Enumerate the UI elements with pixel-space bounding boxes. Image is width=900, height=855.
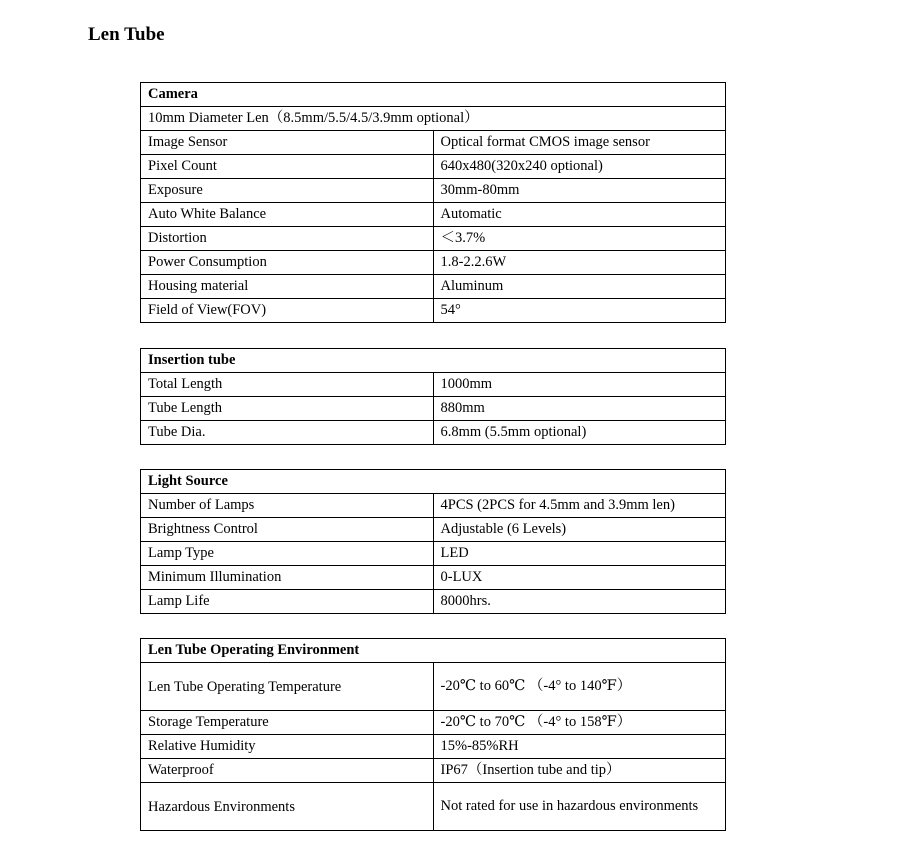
spec-value: -20℃ to 60℃ （-4° to 140℉） <box>433 663 726 711</box>
environment-spec-table <box>140 638 726 831</box>
environment-heading: Len Tube Operating Environment <box>141 639 726 663</box>
spec-value: 640x480(320x240 optional) <box>433 155 726 179</box>
spec-value: Adjustable (6 Levels) <box>433 518 726 542</box>
spec-label: Storage Temperature <box>141 711 434 735</box>
spec-label: Minimum Illumination <box>141 566 434 590</box>
spec-label: Power Consumption <box>141 251 434 275</box>
spec-value: LED <box>433 542 726 566</box>
spec-value: 54° <box>433 299 726 323</box>
spec-label: Hazardous Environments <box>141 783 434 831</box>
spec-label: Exposure <box>141 179 434 203</box>
spec-value: Optical format CMOS image sensor <box>433 131 726 155</box>
spec-label: Pixel Count <box>141 155 434 179</box>
spec-label: Brightness Control <box>141 518 434 542</box>
camera-lens-note: 10mm Diameter Len（8.5mm/5.5/4.5/3.9mm optional） <box>141 107 726 131</box>
table-row <box>141 663 726 711</box>
spec-value: ＜3.7% <box>433 227 726 251</box>
table-row <box>141 155 726 179</box>
table-row <box>141 711 726 735</box>
light-source-heading: Light Source <box>141 470 726 494</box>
table-row <box>141 251 726 275</box>
light-source-spec-table <box>140 469 726 614</box>
camera-heading: Camera <box>141 83 726 107</box>
table-row <box>141 203 726 227</box>
spec-value: 15%-85%RH <box>433 735 726 759</box>
table-row <box>141 421 726 445</box>
spec-label: Housing material <box>141 275 434 299</box>
table-row <box>141 759 726 783</box>
table-header-row <box>141 349 726 373</box>
spec-value: Not rated for use in hazardous environments <box>433 783 726 831</box>
table-row <box>141 131 726 155</box>
insertion-tube-spec-table <box>140 348 726 445</box>
spec-label: Relative Humidity <box>141 735 434 759</box>
insertion-tube-heading: Insertion tube <box>141 349 726 373</box>
spec-label: Number of Lamps <box>141 494 434 518</box>
spec-value: 30mm-80mm <box>433 179 726 203</box>
spec-label: Image Sensor <box>141 131 434 155</box>
table-row <box>141 783 726 831</box>
table-row <box>141 735 726 759</box>
camera-spec-table <box>140 82 726 323</box>
spec-value: 4PCS (2PCS for 4.5mm and 3.9mm len) <box>433 494 726 518</box>
table-header-row <box>141 83 726 107</box>
spec-label: Tube Length <box>141 397 434 421</box>
spec-value: Aluminum <box>433 275 726 299</box>
table-row <box>141 227 726 251</box>
table-row <box>141 566 726 590</box>
spec-label: Tube Dia. <box>141 421 434 445</box>
spec-value: 880mm <box>433 397 726 421</box>
table-row <box>141 494 726 518</box>
spec-label: Total Length <box>141 373 434 397</box>
table-header-row <box>141 470 726 494</box>
spec-value: IP67（Insertion tube and tip） <box>433 759 726 783</box>
table-row <box>141 299 726 323</box>
spec-value: 8000hrs. <box>433 590 726 614</box>
spec-value: 1000mm <box>433 373 726 397</box>
table-row <box>141 373 726 397</box>
spec-label: Field of View(FOV) <box>141 299 434 323</box>
spec-label: Lamp Type <box>141 542 434 566</box>
spec-value: 1.8-2.2.6W <box>433 251 726 275</box>
table-header-row <box>141 639 726 663</box>
table-row <box>141 542 726 566</box>
table-row <box>141 179 726 203</box>
spec-value: 0-LUX <box>433 566 726 590</box>
table-row <box>141 518 726 542</box>
spec-value: 6.8mm (5.5mm optional) <box>433 421 726 445</box>
spec-label: Lamp Life <box>141 590 434 614</box>
table-row <box>141 397 726 421</box>
spec-value: Automatic <box>433 203 726 227</box>
page-title: Len Tube <box>88 24 165 45</box>
table-row <box>141 275 726 299</box>
table-row <box>141 107 726 131</box>
spec-label: Len Tube Operating Temperature <box>141 663 434 711</box>
spec-label: Waterproof <box>141 759 434 783</box>
spec-value: -20℃ to 70℃ （-4° to 158℉） <box>433 711 726 735</box>
spec-label: Distortion <box>141 227 434 251</box>
spec-label: Auto White Balance <box>141 203 434 227</box>
table-row <box>141 590 726 614</box>
